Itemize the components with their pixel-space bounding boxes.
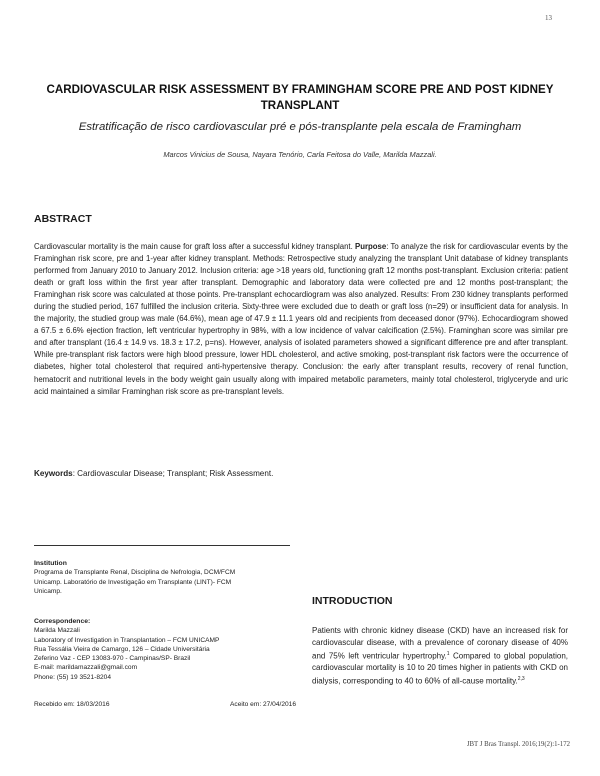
institution-line: Programa de Transplante Renal, Disciplina de Nefrologia, DCM/FCM [34, 569, 236, 577]
citation-ref[interactable]: 1 [446, 650, 450, 657]
abstract-body [34, 241, 568, 398]
intro-text-2: Compared to global population, cardiovascular mortality is 10 to 20 times higher in patients with CKD on dialysis, corresponding to 40 to 60% of all-cause mortality. [312, 651, 568, 686]
institution-line: Unicamp. Laboratório de Investigação em Transplante (LINT)- FCM [34, 578, 232, 586]
institution-block [34, 559, 290, 596]
correspondence-phone: Phone: (55) 19 3521-8204 [34, 673, 111, 681]
intro-text-1: Patients with chronic kidney disease (CKD) have an increased risk for cardiovascular disease, with a prevalence of coronary disease of 40% and 75% left ventricular hypertrophy. [312, 626, 568, 661]
correspondence-line: Laboratory of Investigation in Transplantation – FCM UNICAMP [34, 636, 220, 644]
purpose-label: Purpose [355, 242, 387, 251]
correspondence-line: Marilda Mazzali [34, 627, 80, 635]
abstract-heading: ABSTRACT [34, 213, 92, 225]
article-subtitle: Estratificação de risco cardiovascular pré e pós-transplante pela escala de Framingham [78, 121, 522, 133]
abstract-text-1: Cardiovascular mortality is the main cause for graft loss after a successful kidney transplant. [34, 242, 356, 251]
authors: Marcos Vinicius de Sousa, Nayara Tenório, Carla Feitosa do Valle, Marilda Mazzali. [163, 150, 437, 159]
page-number: 13 [545, 14, 552, 22]
institution-heading: Institution [34, 560, 67, 567]
keywords-text: : Cardiovascular Disease; Transplant; Risk Assessment. [72, 469, 274, 478]
institution-line: Unicamp. [34, 587, 62, 595]
received-date: Recebido em: 18/03/2016 [34, 701, 110, 708]
correspondence-block [34, 617, 290, 682]
keywords-label: Keywords [34, 469, 73, 478]
citation-ref[interactable]: 2,3 [517, 676, 525, 683]
article-title: CARDIOVASCULAR RISK ASSESSMENT BY FRAMINGHAM SCORE PRE AND POST KIDNEY TRANSPLANT [46, 83, 554, 112]
abstract-text-2: : To analyze the risk for cardiovascular events by the Framinghan risk score, pre and 1-year after kidney transplant. Methods: Retrospective study analyzing the transplant Unit database of kidney transplants performed from January 2010 to January 2012. Inclusion criteria: age >18 years old, functioning graft 12 months post-transplant. Exclusion criteria: patient death or graft loss within the first year after transplant. Demographic and laboratory data were collected pre and 12 months post-transplant; the Framinghan risk score was calculated at those points. Pre-transplant echocardiogram was also analyzed. Results: From 230 kidney transplants performed during the studied period, 167 fulfilled the inclusion criteria. Sixty-three were excluded due to death or graft loss (n=29) or insufficient data for analysis. In the majority, the studied group was male (64.6%), mean age of 47.9 ± 11.1 years old and recipients from deceased donor (97%). Echocardiogram showed a 67.5 ± 6.6% ejection fraction, left ventricular hypertrophy in 98%, with a low incidence of valvar calcification (2.5%). Framinghan score was similar pre and after transplant (16.4 ± 14.9 vs. 18.3 ± 17.2, p=ns). However, analysis of isolated parameters showed a significant difference pre and after transplant. While pre-transplant risk factors were high blood pressure, lower HDL cholesterol, and active smoking, post-transplant risk factors were the occurrence of diabetes, higher total cholesterol that required anti-hypertensive therapy. Conclusion: the early after transplant results, recovery of renal function, hematocrit and nutritional levels in the body weight gain usually along with impaired metabolic parameters, mainly total cholesterol, triglyceryde and uric acid maintained a similar Framinghan risk score as pre-transplant levels. [34, 242, 568, 396]
correspondence-heading: Correspondence: [34, 618, 91, 625]
accepted-date: Aceito em: 27/04/2016 [230, 701, 296, 708]
correspondence-line: Rua Tessália Vieira de Camargo, 126 – Cidade Universitária [34, 645, 210, 653]
journal-footer: JBT J Bras Transpl. 2016;19(2):1-172 [466, 741, 570, 748]
correspondence-email[interactable]: E-mail: marildamazzali@gmail.com [34, 664, 138, 672]
divider [34, 545, 290, 546]
keywords [34, 469, 568, 478]
correspondence-line: Zeferino Vaz - CEP 13083-970 - Campinas/SP- Brazil [34, 655, 191, 663]
introduction-body [312, 625, 568, 688]
introduction-heading: INTRODUCTION [312, 595, 393, 607]
